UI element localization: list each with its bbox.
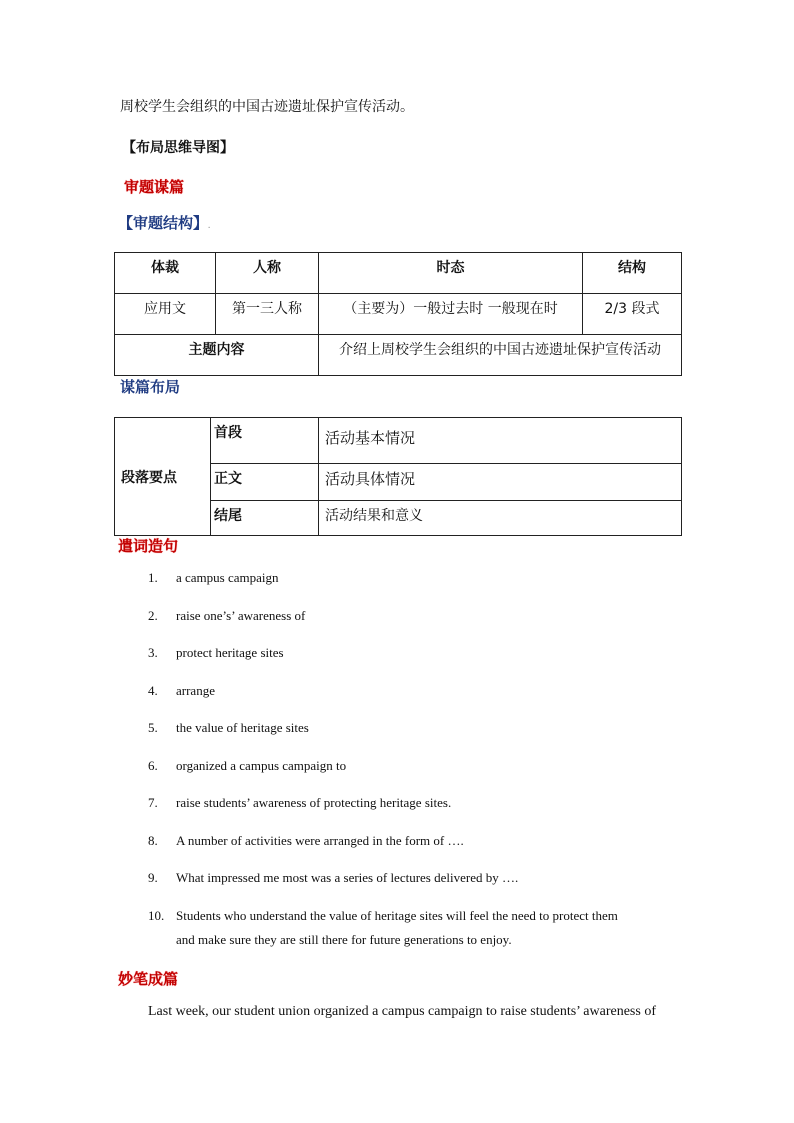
layout-mindmap-heading: 【布局思维导图】 xyxy=(122,140,234,156)
topic-value: 介绍上周校学生会组织的中国古迹遗址保护宣传活动 xyxy=(319,335,682,376)
list-item-number: 8. xyxy=(148,833,158,848)
shenti-structure-heading xyxy=(118,212,210,233)
list-item: arrange xyxy=(176,683,215,698)
paragraph-row xyxy=(115,418,682,464)
paragraph-part: 正文 xyxy=(211,464,319,501)
list-item: organized a campus campaign to xyxy=(176,758,347,773)
list-item: the value of heritage sites xyxy=(176,720,309,735)
writing-heading: 妙笔成篇 xyxy=(118,970,179,988)
list-item: raise one’s’ awareness of xyxy=(176,608,306,623)
shenti-heading: 审题谋篇 xyxy=(124,178,185,196)
structure-header-row xyxy=(115,253,682,294)
paragraph-label: 段落要点 xyxy=(115,418,211,536)
dot-mark: . xyxy=(208,223,211,230)
essay-line: Last week, our student union organized a campus campaign to raise students’ awareness of xyxy=(148,1004,656,1019)
paragraph-content: 活动基本情况 xyxy=(319,418,682,464)
list-item: A number of activities were arranged in the form of …. xyxy=(176,833,464,848)
shenti-structure-heading-text: 【审题结构】 xyxy=(118,214,209,232)
list-item: What impressed me most was a series of lectures delivered by …. xyxy=(176,870,519,885)
structure-topic-row xyxy=(115,335,682,376)
list-item-continuation: and make sure they are still there for future generations to enjoy. xyxy=(176,932,512,947)
structure-value-row xyxy=(115,294,682,335)
paragraph-part: 首段 xyxy=(211,418,319,464)
header-structure: 结构 xyxy=(583,253,682,294)
list-item-number: 3. xyxy=(148,645,158,660)
list-item: Students who understand the value of heritage sites will feel the need to protect them xyxy=(176,908,618,923)
list-item: raise students’ awareness of protecting heritage sites. xyxy=(176,795,452,810)
list-item: a campus campaign xyxy=(176,570,279,585)
vocab-heading: 遣词造句 xyxy=(118,537,179,555)
list-item-number: 9. xyxy=(148,870,158,885)
list-item-number: 2. xyxy=(148,608,158,623)
value-person: 第一三人称 xyxy=(216,294,319,335)
list-item-number: 10. xyxy=(148,908,165,923)
list-item-number: 1. xyxy=(148,570,158,585)
structure-table xyxy=(114,252,682,376)
list-item-number: 5. xyxy=(148,720,158,735)
header-genre: 体裁 xyxy=(115,253,216,294)
list-item-number: 7. xyxy=(148,795,158,810)
intro-line: 周校学生会组织的中国古迹遗址保护宣传活动。 xyxy=(120,99,414,115)
list-item: protect heritage sites xyxy=(176,645,284,660)
paragraph-content: 活动具体情况 xyxy=(319,464,682,501)
paragraph-table xyxy=(114,417,682,536)
list-item-number: 6. xyxy=(148,758,158,773)
value-genre: 应用文 xyxy=(115,294,216,335)
topic-label: 主题内容 xyxy=(115,335,319,376)
paragraph-content: 活动结果和意义 xyxy=(319,501,682,536)
header-tense: 时态 xyxy=(319,253,583,294)
value-structure: 2/3 段式 xyxy=(583,294,682,335)
value-tense: （主要为）一般过去时 一般现在时 xyxy=(319,294,583,335)
header-person: 人称 xyxy=(216,253,319,294)
list-item-number: 4. xyxy=(148,683,158,698)
layout-heading: 谋篇布局 xyxy=(120,378,181,396)
paragraph-part: 结尾 xyxy=(211,501,319,536)
